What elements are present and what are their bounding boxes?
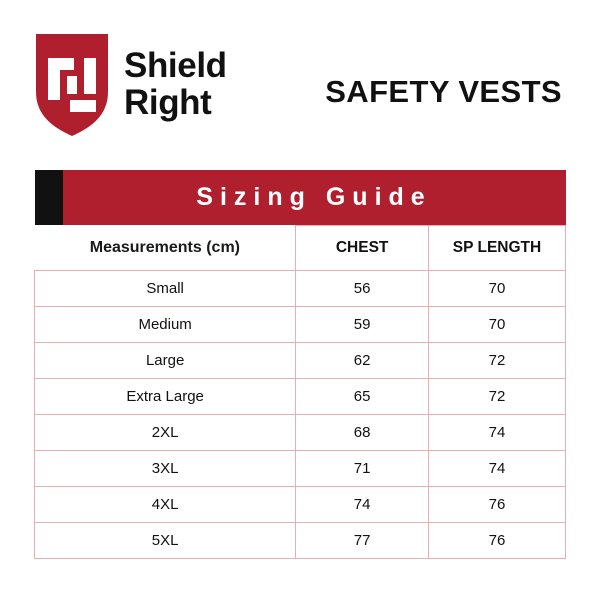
size-label: 3XL: [35, 451, 296, 487]
chest-value: 65: [296, 379, 429, 415]
table-header-row: [35, 226, 566, 271]
column-header-measurements: Measurements (cm): [89, 238, 241, 256]
column-header-chest: CHEST: [296, 226, 429, 271]
sp-length-value: 70: [429, 307, 566, 343]
sp-length-value: 76: [429, 523, 566, 559]
chest-value: 74: [296, 487, 429, 523]
table-row: [35, 451, 566, 487]
document-title: SAFETY VESTS: [325, 74, 562, 109]
banner-title: Sizing Guide: [63, 170, 566, 225]
chest-value: 68: [296, 415, 429, 451]
size-label: Small: [35, 271, 296, 307]
chest-value: 77: [296, 523, 429, 559]
brand-name-line2: Right: [124, 83, 212, 122]
sp-length-value: 76: [429, 487, 566, 523]
sp-length-value: 72: [429, 343, 566, 379]
page-header: [0, 0, 600, 170]
sp-length-value: 72: [429, 379, 566, 415]
shield-logo-icon: [34, 32, 110, 138]
sizing-guide-table: [34, 170, 566, 559]
size-label: Extra Large: [35, 379, 296, 415]
sp-length-value: 74: [429, 415, 566, 451]
brand-block: [34, 32, 227, 138]
brand-name-line1: Shield: [124, 46, 227, 86]
table-row: [35, 523, 566, 559]
table-container: [0, 170, 600, 559]
banner-row: [35, 170, 566, 226]
banner-cell: [35, 170, 566, 226]
sp-length-value: 70: [429, 271, 566, 307]
sp-length-value: 74: [429, 451, 566, 487]
size-label: 2XL: [35, 415, 296, 451]
chest-value: 62: [296, 343, 429, 379]
table-row: [35, 487, 566, 523]
banner-black-block: [35, 170, 63, 225]
chest-value: 71: [296, 451, 429, 487]
size-label: Large: [35, 343, 296, 379]
table-row: [35, 307, 566, 343]
chest-value: 59: [296, 307, 429, 343]
brand-name: [124, 48, 227, 122]
size-label: 4XL: [35, 487, 296, 523]
size-label: Medium: [35, 307, 296, 343]
column-header-sp-length: SP LENGTH: [429, 226, 566, 271]
size-label: 5XL: [35, 523, 296, 559]
table-row: [35, 271, 566, 307]
page-bottom-spacer: [0, 559, 600, 589]
chest-value: 56: [296, 271, 429, 307]
table-row: [35, 343, 566, 379]
table-row: [35, 379, 566, 415]
table-row: [35, 415, 566, 451]
